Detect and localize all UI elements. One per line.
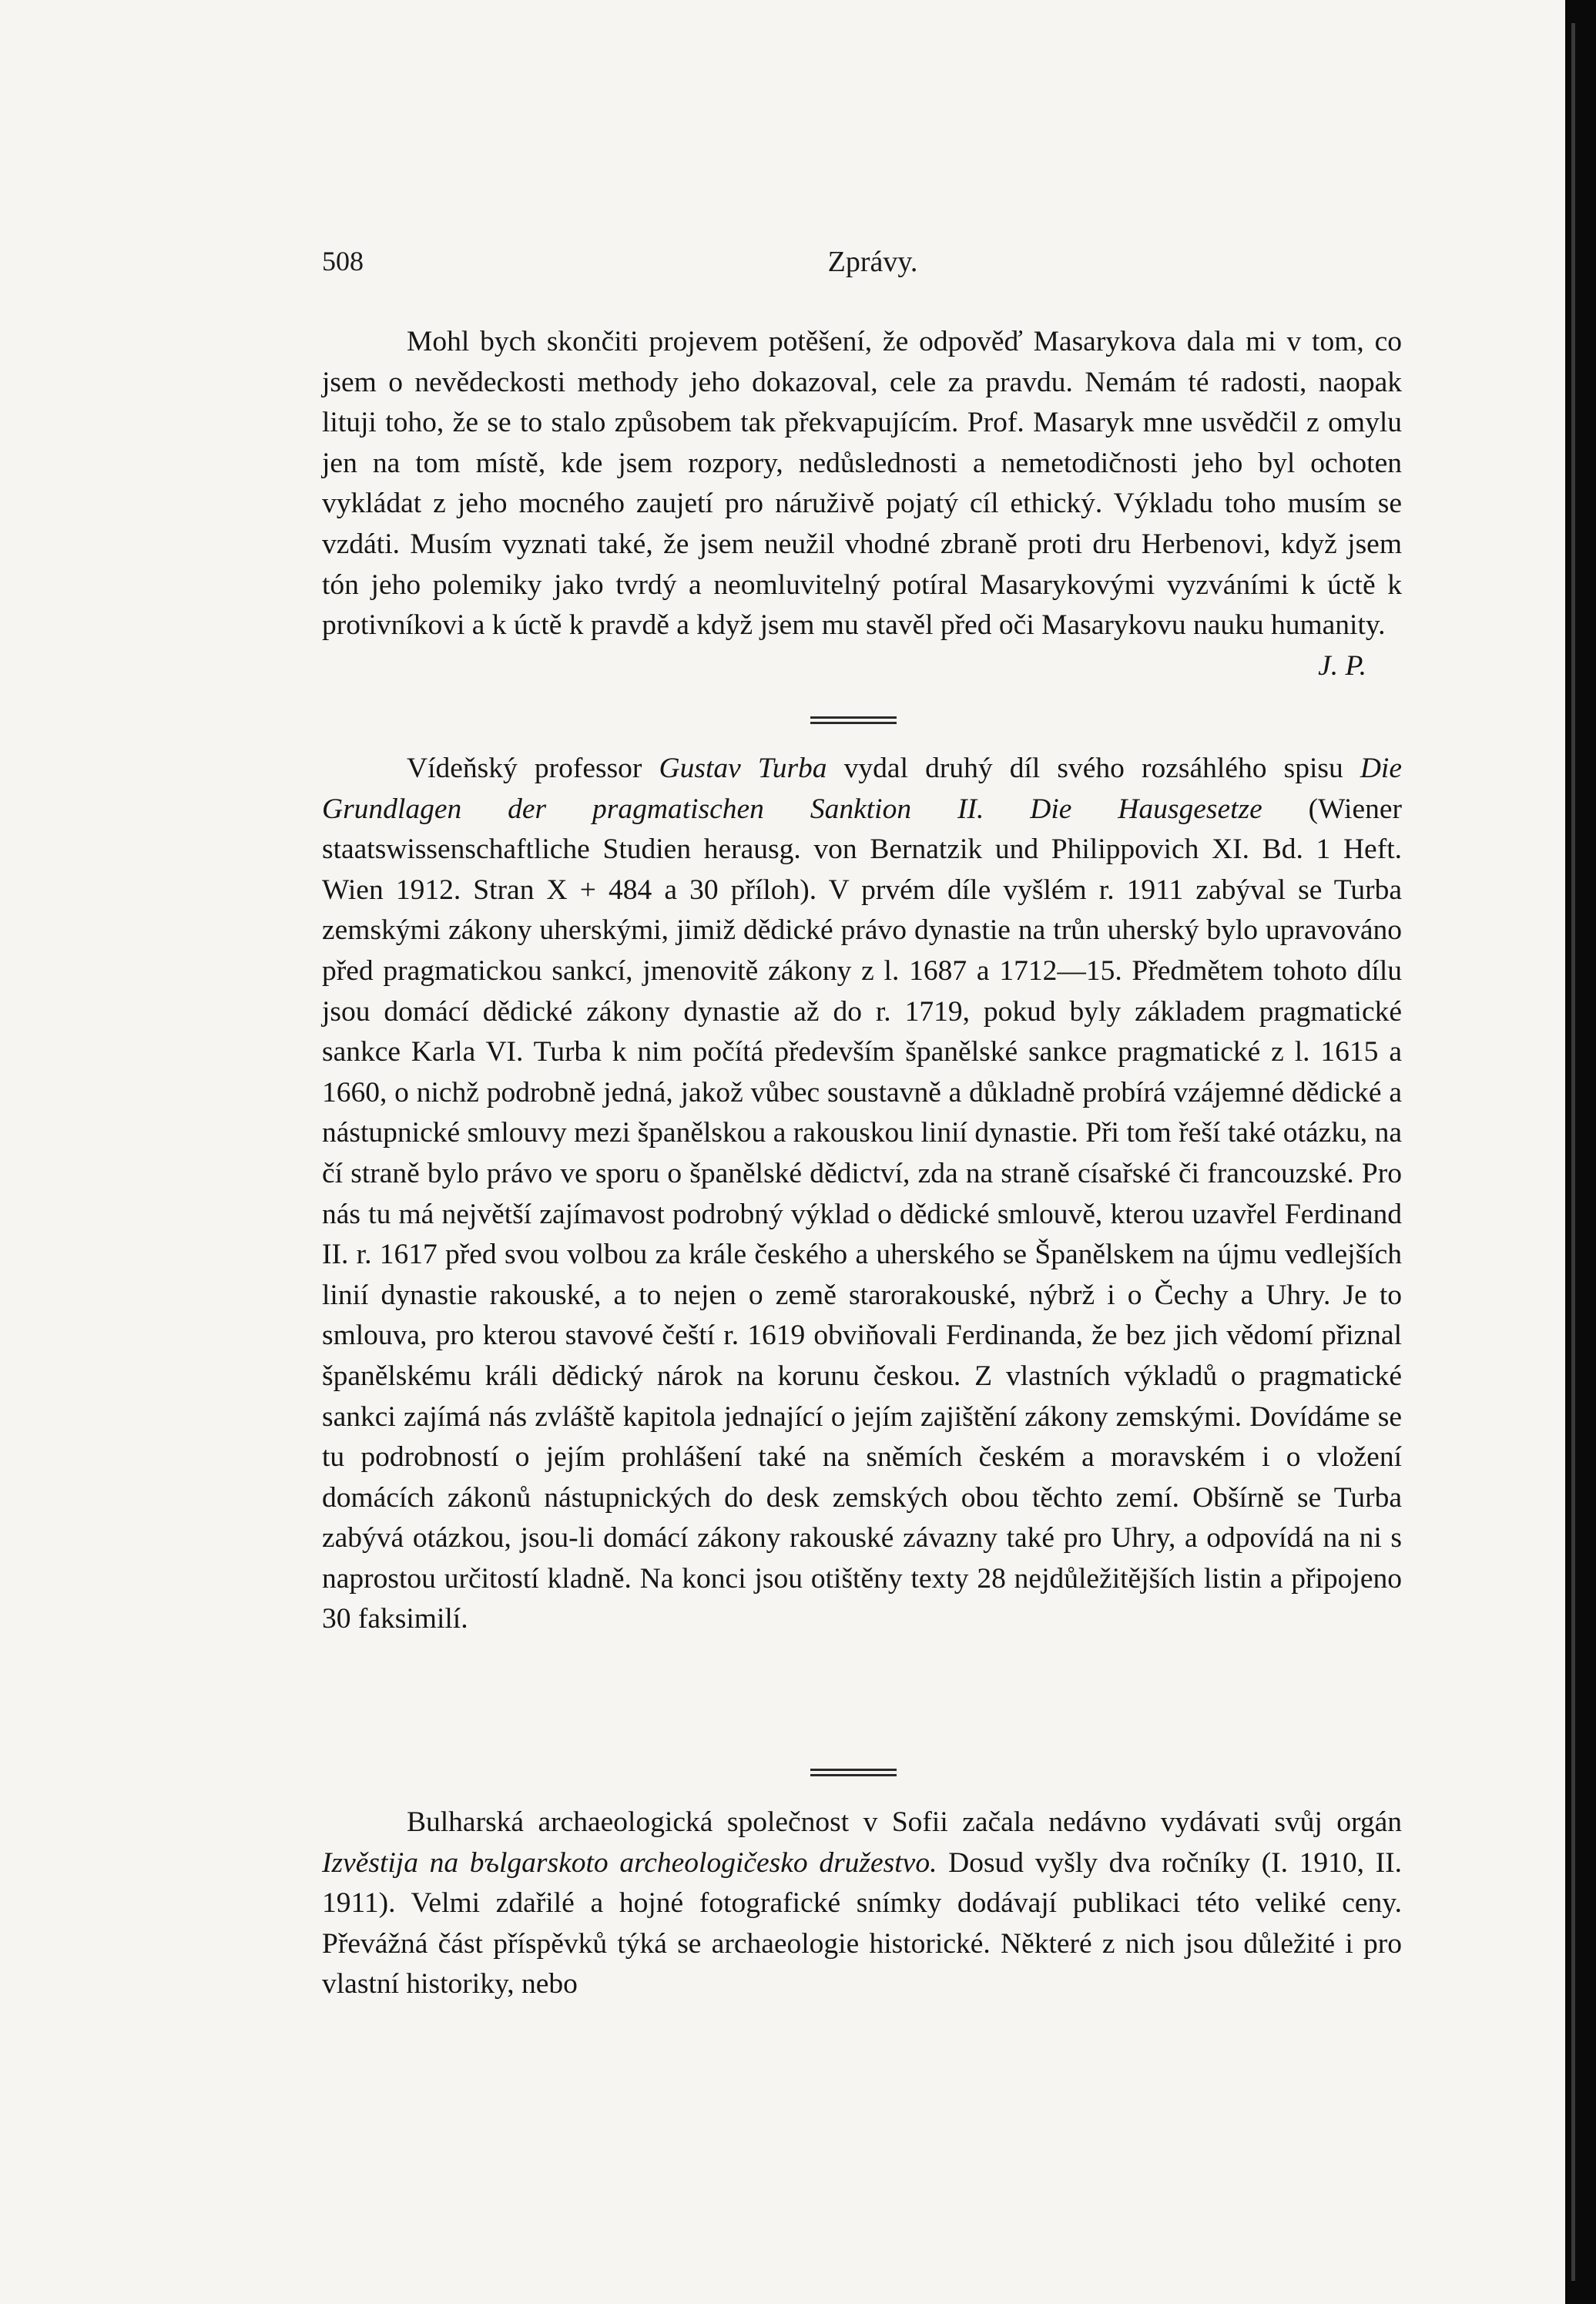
article-turba-review (322, 749, 1402, 1640)
turba-body: (Wiener staatswissenschaftliche Studien herausg. von Bernatzik und Philippovich XI. Bd. 1 Heft. Wien 1912. Stran X + 484 a 30 příloh). V prvém díle vyšlém r. 1911 zabýval se Turba zemskými zákony uherskými, jimiž dědické právo dynastie na trůn uherský bylo upravováno před pragmatickou sankcí, jmenovitě zákony z l. 1687 a 1712—15. Předmětem tohoto dílu jsou domácí dědické zákony dynastie až do r. 1719, pokud byly základem pragmatické sankce Karla VI. Turba k nim počítá především španělské sankce pragmatické z l. 1615 a 1660, o nichž podrobně jedná, jakož vůbec soustavně a důkladně probírá vzájemné dědické a nástupnické smlouvy mezi španělskou a rakouskou linií dynastie. Při tom řeší také otázku, na čí straně bylo právo ve sporu o španělské dědictví, zda na straně císařské či francouzské. Pro nás tu má největší zajímavost podrobný výklad o dědické smlouvě, kterou uzavřel Ferdinand II. r. 1617 před svou volbou za krále českého a uherského se Španělskem na újmu vedlejších linií dynastie rakouské, a to nejen o země starorakouské, nýbrž i o Čechy a Uhry. Je to smlouva, pro kterou stavové čeští r. 1619 obviňovali Ferdinanda, že bez jich vědomí přiznal španělskému králi dědický nárok na korunu českou. Z vlastních výkladů o pragmatické sankci zajímá nás zvláště kapitola jednající o jejím zajištění zákony zemskými. Dovídáme se tu podrobností o jejím prohlášení také na sněmích českém a moravském i o vložení domácích zákonů nástupnických do desk zemských obou těchto zemí. Obšírně se Turba zabývá otázkou, jsou-li domácí zákony rakouské závazny také pro Uhry, a odpovídá na ni s naprostou určitostí kladně. Na konci jsou otištěny texty 28 nejdůležitějších listin a připojeno 30 faksimilí. (322, 793, 1402, 1635)
section-divider-1 (810, 716, 897, 724)
bulgarian-journal-title: Izvěstija na bъlgarskoto archeologičesko družestvo. (322, 1846, 937, 1879)
bulgarian-body: Dosud vyšly dva ročníky (I. 1910, II. 1911). Velmi zdařilé a hojné fotografické snímky dodávají publikaci této veliké ceny. Převážná část příspěvků týká se archaeologie historické. Některé z nich jsou důležité i pro vlastní historiky, nebo (322, 1846, 1402, 2000)
page-number: 508 (322, 246, 364, 277)
bulgarian-lead: Bulharská archaeologická společnost v Sofii začala nedávno vydávati svůj orgán (407, 1806, 1402, 1838)
turba-mid: vydal druhý díl svého rozsáhlého spisu (826, 753, 1360, 784)
turba-author: Gustav Turba (659, 753, 827, 784)
scan-right-border (1565, 0, 1596, 2304)
paragraph-masaryk (322, 322, 1402, 682)
page-header (322, 245, 1423, 291)
running-head: Zprávy. (827, 246, 918, 278)
section-divider-2 (810, 1769, 897, 1776)
turba-book-title: Die Grundlagen der pragmatischen Sanktion II. Die Hausgesetze (322, 753, 1402, 825)
paragraph-turba (322, 749, 1402, 1640)
turba-lead: Vídeňský professor (407, 753, 659, 784)
article-bulgarian-society (322, 1803, 1402, 2005)
signature: J. P. (1318, 649, 1366, 682)
scan-border-streak (1571, 23, 1575, 2281)
article-masaryk-reply (322, 322, 1402, 686)
paragraph-masaryk-text: Mohl bych skončiti projevem potěšení, že odpověď Masarykova dala mi v tom, co jsem o nevědeckosti methody jeho dokazoval, cele za pravdu. Nemám té radosti, naopak lituji toho, že se to stalo způsobem tak překvapujícím. Prof. Masaryk mne usvědčil z omylu jen na tom místě, kde jsem rozpory, nedůslednosti a nemetodičnosti jeho byl ochoten vykládat z jeho mocného zaujetí pro náruživě pojatý cíl ethický. Výkladu toho musím se vzdáti. Musím vyznati také, že jsem neužil vhodné zbraně proti dru Herbenovi, když jsem tón jeho polemiky jako tvrdý a neomluvitelný potíral Masarykovými vyzváními k úctě k protivníkovi a k úctě k pravdě a když jsem mu stavěl před oči Masarykovu nauku humanity. (322, 326, 1402, 642)
paragraph-bulgarian (322, 1803, 1402, 2005)
